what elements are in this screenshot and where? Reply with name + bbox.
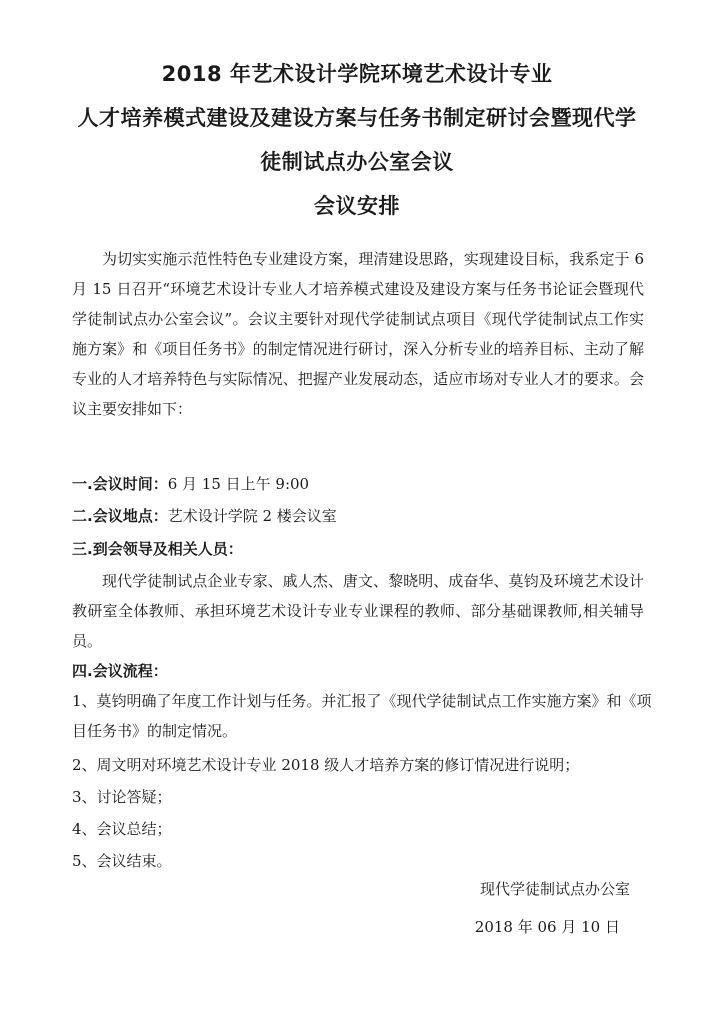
- process-item-3: [72, 782, 652, 812]
- process-label: 四.会议流程：: [72, 662, 168, 680]
- title-line-2: 人才培养模式建设及建设方案与任务书制定研讨会暨现代学: [77, 106, 637, 130]
- attendees-label: 三.到会领导及相关人员：: [72, 540, 243, 558]
- meeting-place: [72, 503, 652, 529]
- process-item-text: 3、讨论答疑；: [72, 788, 172, 806]
- title-line-4: 会议安排: [314, 194, 400, 218]
- meeting-time-label: 一.会议时间：: [72, 475, 168, 493]
- process-item-5: [72, 846, 652, 876]
- process-item-text: 2、周文明对环境艺术设计专业 2018 级人才培养方案的修订情况进行说明；: [72, 756, 580, 774]
- attendees-heading: [72, 536, 652, 562]
- intro-paragraph: [72, 244, 644, 424]
- process-item-1: [72, 686, 652, 746]
- intro-text: 为切实实施示范性特色专业建设方案，理清建设思路，实现建设目标，我系定于 6 月 15 日召开“环境艺术设计专业人才培养模式建设及建设方案与任务书论证会暨现代学徒制试点办公室会议”。会议主要针对现代学徒制试点项目《现代学徒制试点工作实施方案》和《项目任务书》的制定情况进行研讨，深入分析专业的培养目标、主动了解专业的人才培养特色与实际情况、把握产业发展动态，适应市场对专业人才的要求。会议主要安排如下：: [72, 250, 644, 418]
- signature-office: 现代学徒制试点办公室: [479, 880, 630, 898]
- document-title: [0, 52, 714, 228]
- process-item-text: 4、会议总结；: [72, 820, 172, 838]
- process-heading: [72, 658, 652, 684]
- title-line-3: 徒制试点办公室会议: [260, 150, 454, 174]
- process-item-4: [72, 814, 652, 844]
- attendees-paragraph: [72, 566, 644, 656]
- signature-date: 2018 年 06 月 10 日: [474, 918, 620, 936]
- meeting-time-value: 6 月 15 日上午 9:00: [167, 475, 310, 493]
- meeting-place-label: 二.会议地点：: [72, 507, 168, 525]
- attendees-text: 现代学徒制试点企业专家、戚人杰、唐文、黎晓明、成奋华、莫钧及环境艺术设计教研室全体教师、承担环境艺术设计专业专业课程的教师、部分基础课教师,相关辅导员。: [72, 572, 644, 650]
- process-item-text: 5、会议结束。: [72, 852, 172, 870]
- meeting-time: [72, 471, 652, 497]
- process-item-2: [72, 750, 652, 780]
- process-item-text: 1、莫钧明确了年度工作计划与任务。并汇报了《现代学徒制试点工作实施方案》和《项目任务书》的制定情况。: [72, 692, 652, 740]
- title-line-1: 2018 年艺术设计学院环境艺术设计专业: [161, 62, 553, 86]
- meeting-place-value: 艺术设计学院 2 楼会议室: [167, 507, 337, 525]
